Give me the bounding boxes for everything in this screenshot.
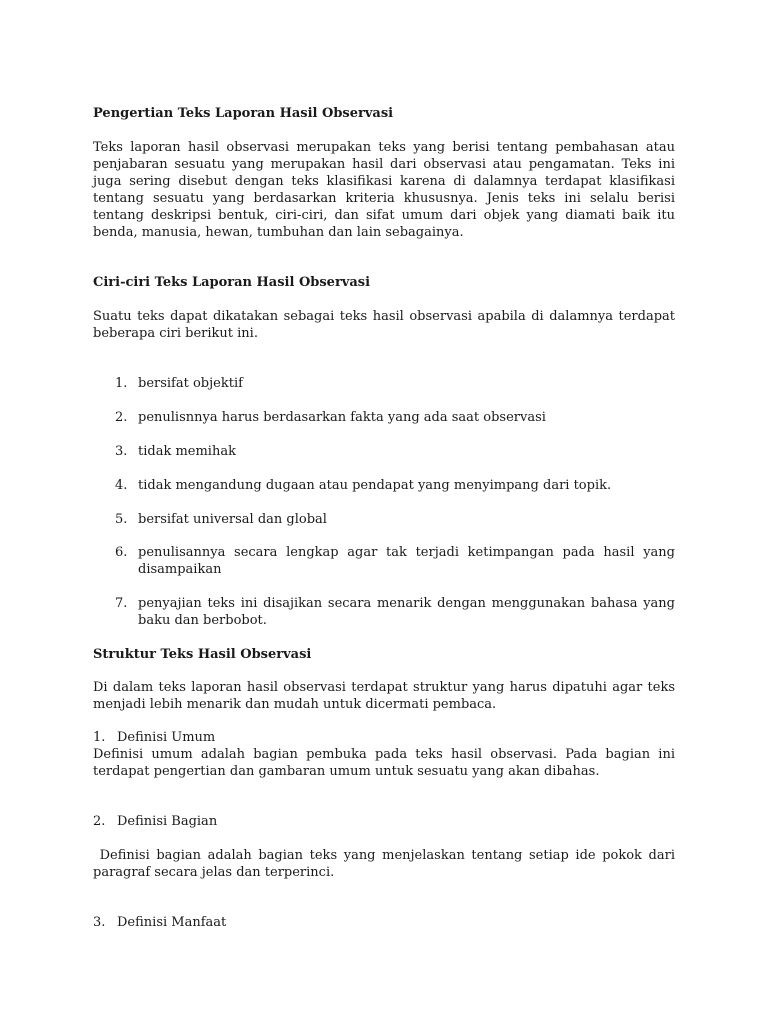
ciri-intro: Suatu teks dapat dikatakan sebagai teks hasil observasi apabila di dalamnya terdapat beberapa ciri berikut ini.: [93, 309, 675, 341]
list-item-text: penulisannya secara lengkap agar tak terjadi ketimpangan pada hasil yang disampaikan: [138, 545, 675, 577]
pengertian-heading: Pengertian Teks Laporan Hasil Observasi: [93, 106, 394, 121]
struktur-intro: Di dalam teks laporan hasil observasi terdapat struktur yang harus dipatuhi agar teks menjadi lebih menarik dan mudah untuk dicermati pembaca.: [93, 680, 675, 712]
struktur-item-title: [93, 914, 675, 931]
list-item-number: 2.: [115, 410, 128, 425]
list-item: [115, 443, 675, 460]
list-item-text: bersifat universal dan global: [138, 512, 327, 527]
list-item-number: 4.: [115, 478, 128, 493]
struktur-item-number: 1.: [93, 730, 106, 745]
list-item-text: tidak mengandung dugaan atau pendapat yang menyimpang dari topik.: [138, 478, 612, 493]
list-item: [115, 595, 675, 629]
list-item: [115, 544, 675, 578]
struktur-item-title: [93, 729, 675, 746]
struktur-item-number: 2.: [93, 814, 106, 829]
struktur-item-label: Definisi Umum: [117, 730, 216, 745]
list-item-text: tidak memihak: [138, 444, 236, 459]
struktur-item-desc-block: [93, 746, 675, 780]
list-item-text: penyajian teks ini disajikan secara menarik dengan menggunakan bahasa yang baku dan berbobot.: [138, 596, 675, 628]
struktur-item-desc: Definisi bagian adalah bagian teks yang menjelaskan tentang setiap ide pokok dari paragraf secara jelas dan terperinci.: [93, 848, 680, 880]
list-item-number: 3.: [115, 444, 128, 459]
list-item-number: 1.: [115, 376, 128, 391]
struktur-heading-block: [93, 646, 675, 663]
pengertian-body: Teks laporan hasil observasi merupakan teks yang berisi tentang pembahasan atau penjabaran sesuatu yang merupakan hasil dari observasi atau pengamatan. Teks ini juga sering disebut dengan teks klasifikasi karena di dalamnya terdapat klasifikasi tentang sesuatu yang berdasarkan kriteria khususnya. Jenis teks ini selalu berisi tentang deskripsi bentuk, ciri-ciri, dan sifat umum dari objek yang diamati baik itu benda, manusia, hewan, tumbuhan dan lain sebagainya.: [93, 140, 675, 240]
list-item: [115, 375, 675, 392]
struktur-intro-block: [93, 679, 675, 713]
list-item-number: 7.: [115, 596, 128, 611]
list-item: [115, 511, 675, 528]
struktur-item-label: Definisi Bagian: [117, 814, 218, 829]
list-item: [115, 477, 675, 494]
pengertian-body-block: [93, 139, 675, 241]
list-item-text: penulisnnya harus berdasarkan fakta yang ada saat observasi: [138, 410, 546, 425]
ciri-heading: Ciri-ciri Teks Laporan Hasil Observasi: [93, 275, 371, 290]
struktur-item-number: 3.: [93, 915, 106, 930]
struktur-item-title: [93, 813, 675, 830]
list-item-number: 5.: [115, 512, 128, 527]
struktur-heading: Struktur Teks Hasil Observasi: [93, 647, 312, 662]
struktur-item-desc: Definisi umum adalah bagian pembuka pada teks hasil observasi. Pada bagian ini terdapat pengertian dan gambaran umum untuk sesuatu yang akan dibahas.: [93, 747, 675, 779]
pengertian-heading-block: [93, 105, 675, 122]
struktur-item-label: Definisi Manfaat: [117, 915, 227, 930]
list-item-number: 6.: [115, 545, 128, 560]
struktur-item-desc-block: [93, 847, 680, 881]
list-item-text: bersifat objektif: [138, 376, 243, 391]
ciri-heading-block: [93, 274, 675, 291]
ciri-intro-block: [93, 308, 675, 342]
list-item: [115, 409, 675, 426]
